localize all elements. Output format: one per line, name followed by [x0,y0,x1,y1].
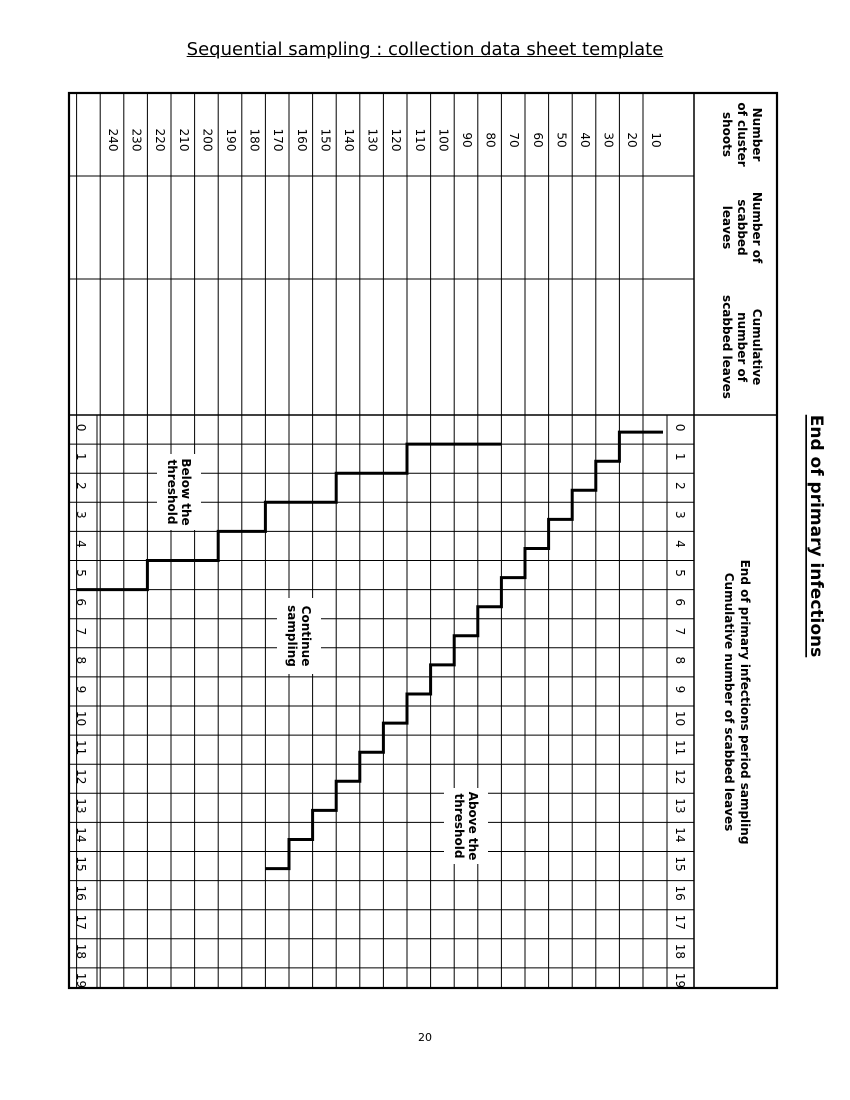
col-header-shoots: Number [750,107,764,162]
shoot-count-label: 100 [436,128,451,152]
axis-label-top: 3 [673,511,687,519]
axis-label-top: 16 [673,885,687,901]
axis-label-top: 14 [673,827,687,843]
axis-label-bottom: 2 [74,481,88,490]
axis-label-top: 4 [673,540,687,548]
shoot-count-label: 140 [342,128,356,152]
shoot-count-label: 60 [530,132,545,148]
axis-label-top: 15 [673,856,687,872]
col-header-scabbed: leaves [720,205,734,250]
section-title: End of primary infections [806,414,826,658]
axis-label-bottom: 16 [74,885,88,901]
shoot-count-label: 10 [648,132,663,148]
axis-label-top: 11 [673,740,687,756]
col-header-cumulative: number of [735,312,749,382]
axis-label-bottom: 8 [74,656,88,665]
zone-below-threshold: Below the [179,458,193,526]
axis-label-bottom: 3 [74,511,88,519]
shoot-count-label: 40 [578,132,592,148]
zone-continue-sampling: Continue [299,605,313,667]
shoot-count-label: 170 [271,128,286,152]
col-header-shoots: of cluster [735,102,749,167]
shoot-count-label: 20 [625,132,640,148]
axis-label-bottom: 10 [74,710,88,727]
axis-label-bottom: 1 [74,452,88,461]
axis-label-top: 18 [673,943,687,959]
axis-label-bottom: 19 [74,972,88,989]
shoot-count-label: 150 [318,128,333,152]
axis-label-top: 5 [673,569,687,577]
shoot-count-label: 90 [460,132,474,148]
col-header-cumulative: Cumulative [750,308,764,386]
axis-label-bottom: 12 [74,769,88,785]
axis-label-bottom: 17 [74,914,88,930]
shoot-count-label: 50 [554,132,569,148]
axis-label-bottom: 15 [74,856,88,872]
shoot-count-label: 80 [483,132,498,148]
zone-below-threshold: threshold [165,459,179,525]
axis-label-bottom: 9 [74,685,88,694]
axis-label-top: 12 [673,769,687,785]
table-grid [69,93,777,988]
axis-label-top: 17 [673,914,687,930]
chart-header-line2: Cumulative number of scabbed leaves [722,572,736,832]
shoot-count-label: 230 [129,128,144,152]
col-header-shoots: shoots [720,111,734,158]
axis-label-top: 10 [673,710,687,727]
axis-label-top: 19 [673,972,687,989]
axis-label-bottom: 11 [74,740,88,756]
axis-label-top: 13 [673,798,687,814]
axis-label-bottom: 18 [74,943,88,959]
axis-label-top: 7 [673,627,687,636]
zone-labels [157,454,488,864]
col-header-cumulative: scabbed leaves [720,295,734,399]
axis-label-top: 9 [673,685,687,694]
shoot-count-label: 130 [365,128,380,152]
axis-label-top: 8 [673,656,687,665]
shoot-count-label: 220 [153,128,168,152]
axis-label-bottom: 4 [74,540,88,548]
zone-above-threshold: Above the [466,791,480,861]
axis-label-top: 2 [673,481,687,490]
shoot-count-label: 180 [247,128,262,152]
shoot-count-label: 240 [106,128,120,152]
axis-label-bottom: 0 [74,423,88,432]
axis-label-bottom: 5 [74,569,88,577]
page-number: 20 [418,1031,432,1044]
axis-label-bottom: 14 [74,827,88,843]
shoot-count-label: 110 [412,128,427,152]
axis-label-bottom: 13 [74,798,88,814]
shoot-count-label: 120 [389,128,404,152]
zone-above-threshold: threshold [452,793,466,859]
axis-label-bottom: 6 [74,598,88,606]
chart-header-line1: End of primary infections period sampling [738,559,752,845]
axis-label-bottom: 7 [74,627,88,636]
shoot-count-label: 70 [507,132,522,148]
shoot-count-label: 30 [601,132,616,148]
page-title: Sequential sampling : collection data sheet template [186,39,664,60]
col-header-scabbed: scabbed [735,199,749,256]
axis-label-top: 6 [673,598,687,606]
axis-label-top: 0 [673,423,687,432]
shoot-count-label: 190 [224,128,238,152]
axis-label-top: 1 [673,452,687,461]
shoot-count-label: 210 [176,128,191,152]
zone-continue-sampling: sampling [285,605,299,667]
table-frame [69,93,777,988]
col-header-scabbed: Number of [750,191,764,264]
shoot-count-label: 200 [200,128,215,152]
shoot-count-label: 160 [294,128,309,152]
